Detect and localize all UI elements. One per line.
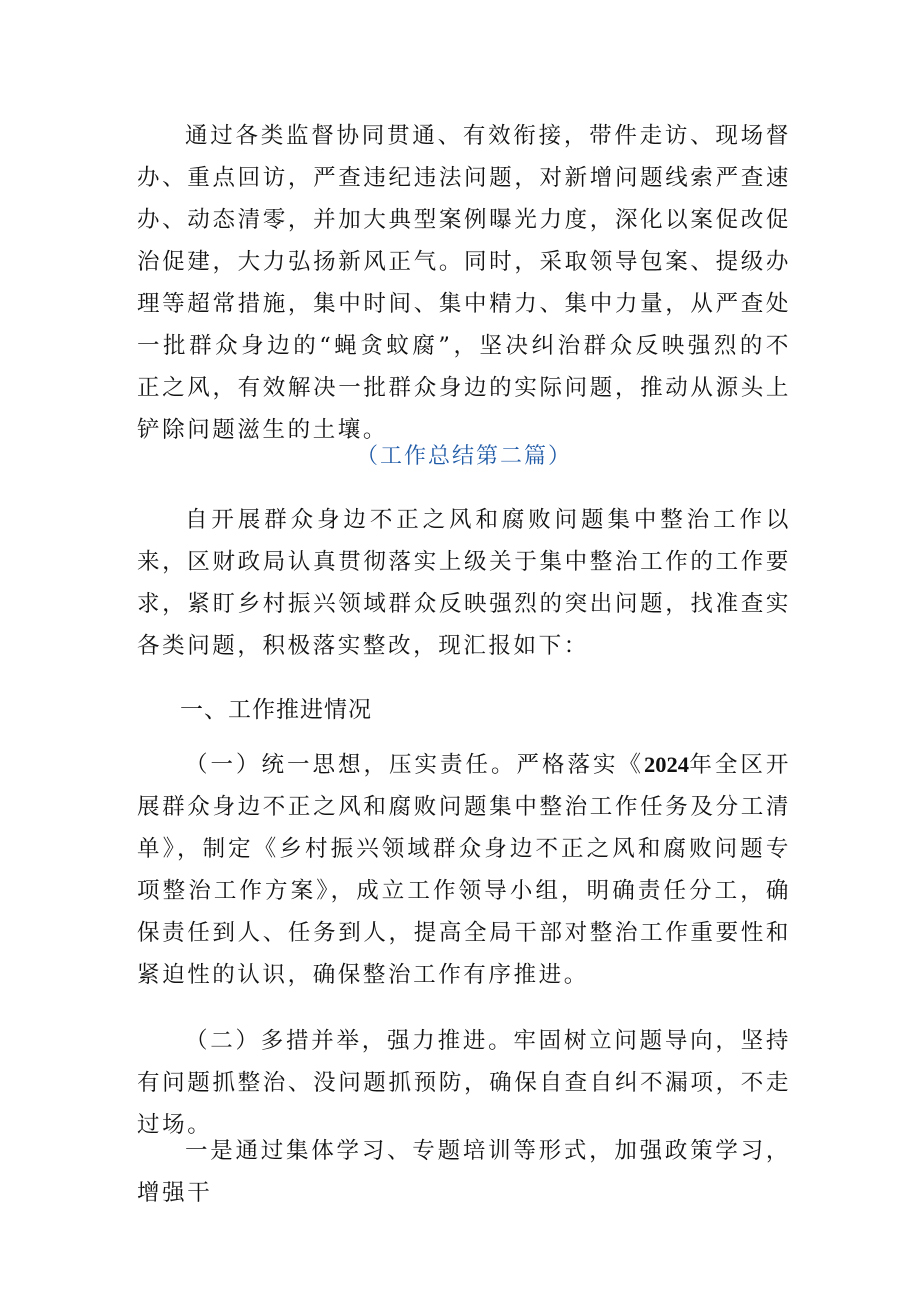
heading-work-progress: 一、工作推进情况 (180, 697, 372, 723)
paragraph-unify-thinking-pre: （一）统一思想，压实责任。严格落实《 (185, 752, 644, 778)
paragraph-supervision: 通过各类监督协同贯通、有效衔接，带件走访、现场督办、重点回访，严查违纪违法问题，对新增问题线索严查速办、动态清零，并加大典型案例曝光力度，深化以案促改促治促建，大力弘扬新风正气。同时，采取领导包案、提级办理等超常措施，集中时间、集中精力、集中力量，从严查处一批群众身边的“蝇贪蚊腐”，坚决纠治群众反映强烈的不正之风，有效解决一批群众身边的实际问题，推动从源头上铲除问题滋生的土壤。 (137, 123, 791, 443)
paragraph-unify-thinking-post: 年全区开展群众身边不正之风和腐败问题集中整治工作任务及分工清单》，制定《乡村振兴领域群众身边不正之风和腐败问题专项整治工作方案》，成立工作领导小组，明确责任分工，确保责任到人、任务到人，提高全局干部对整治工作重要性和紧迫性的认识，确保整治工作有序推进。 (137, 752, 791, 988)
paragraph-unify-thinking (137, 744, 791, 996)
paragraph-first-measure: 一是通过集体学习、专题培训等形式，加强政策学习，增强干 (137, 1138, 791, 1206)
paragraph-intro: 自开展群众身边不正之风和腐败问题集中整治工作以来，区财政局认真贯彻落实上级关于集中整治工作的工作要求，紧盯乡村振兴领域群众反映强烈的突出问题，找准查实各类问题，积极落实整改，现汇报如下： (137, 507, 791, 659)
paragraph-multiple-measures: （二）多措并举，强力推进。牢固树立问题导向，坚持有问题抓整治、没问题抓预防，确保自查自纠不漏项，不走过场。 (137, 1028, 791, 1138)
section-title: （工作总结第二篇） (355, 444, 572, 469)
year-number: 2024 (644, 752, 689, 777)
